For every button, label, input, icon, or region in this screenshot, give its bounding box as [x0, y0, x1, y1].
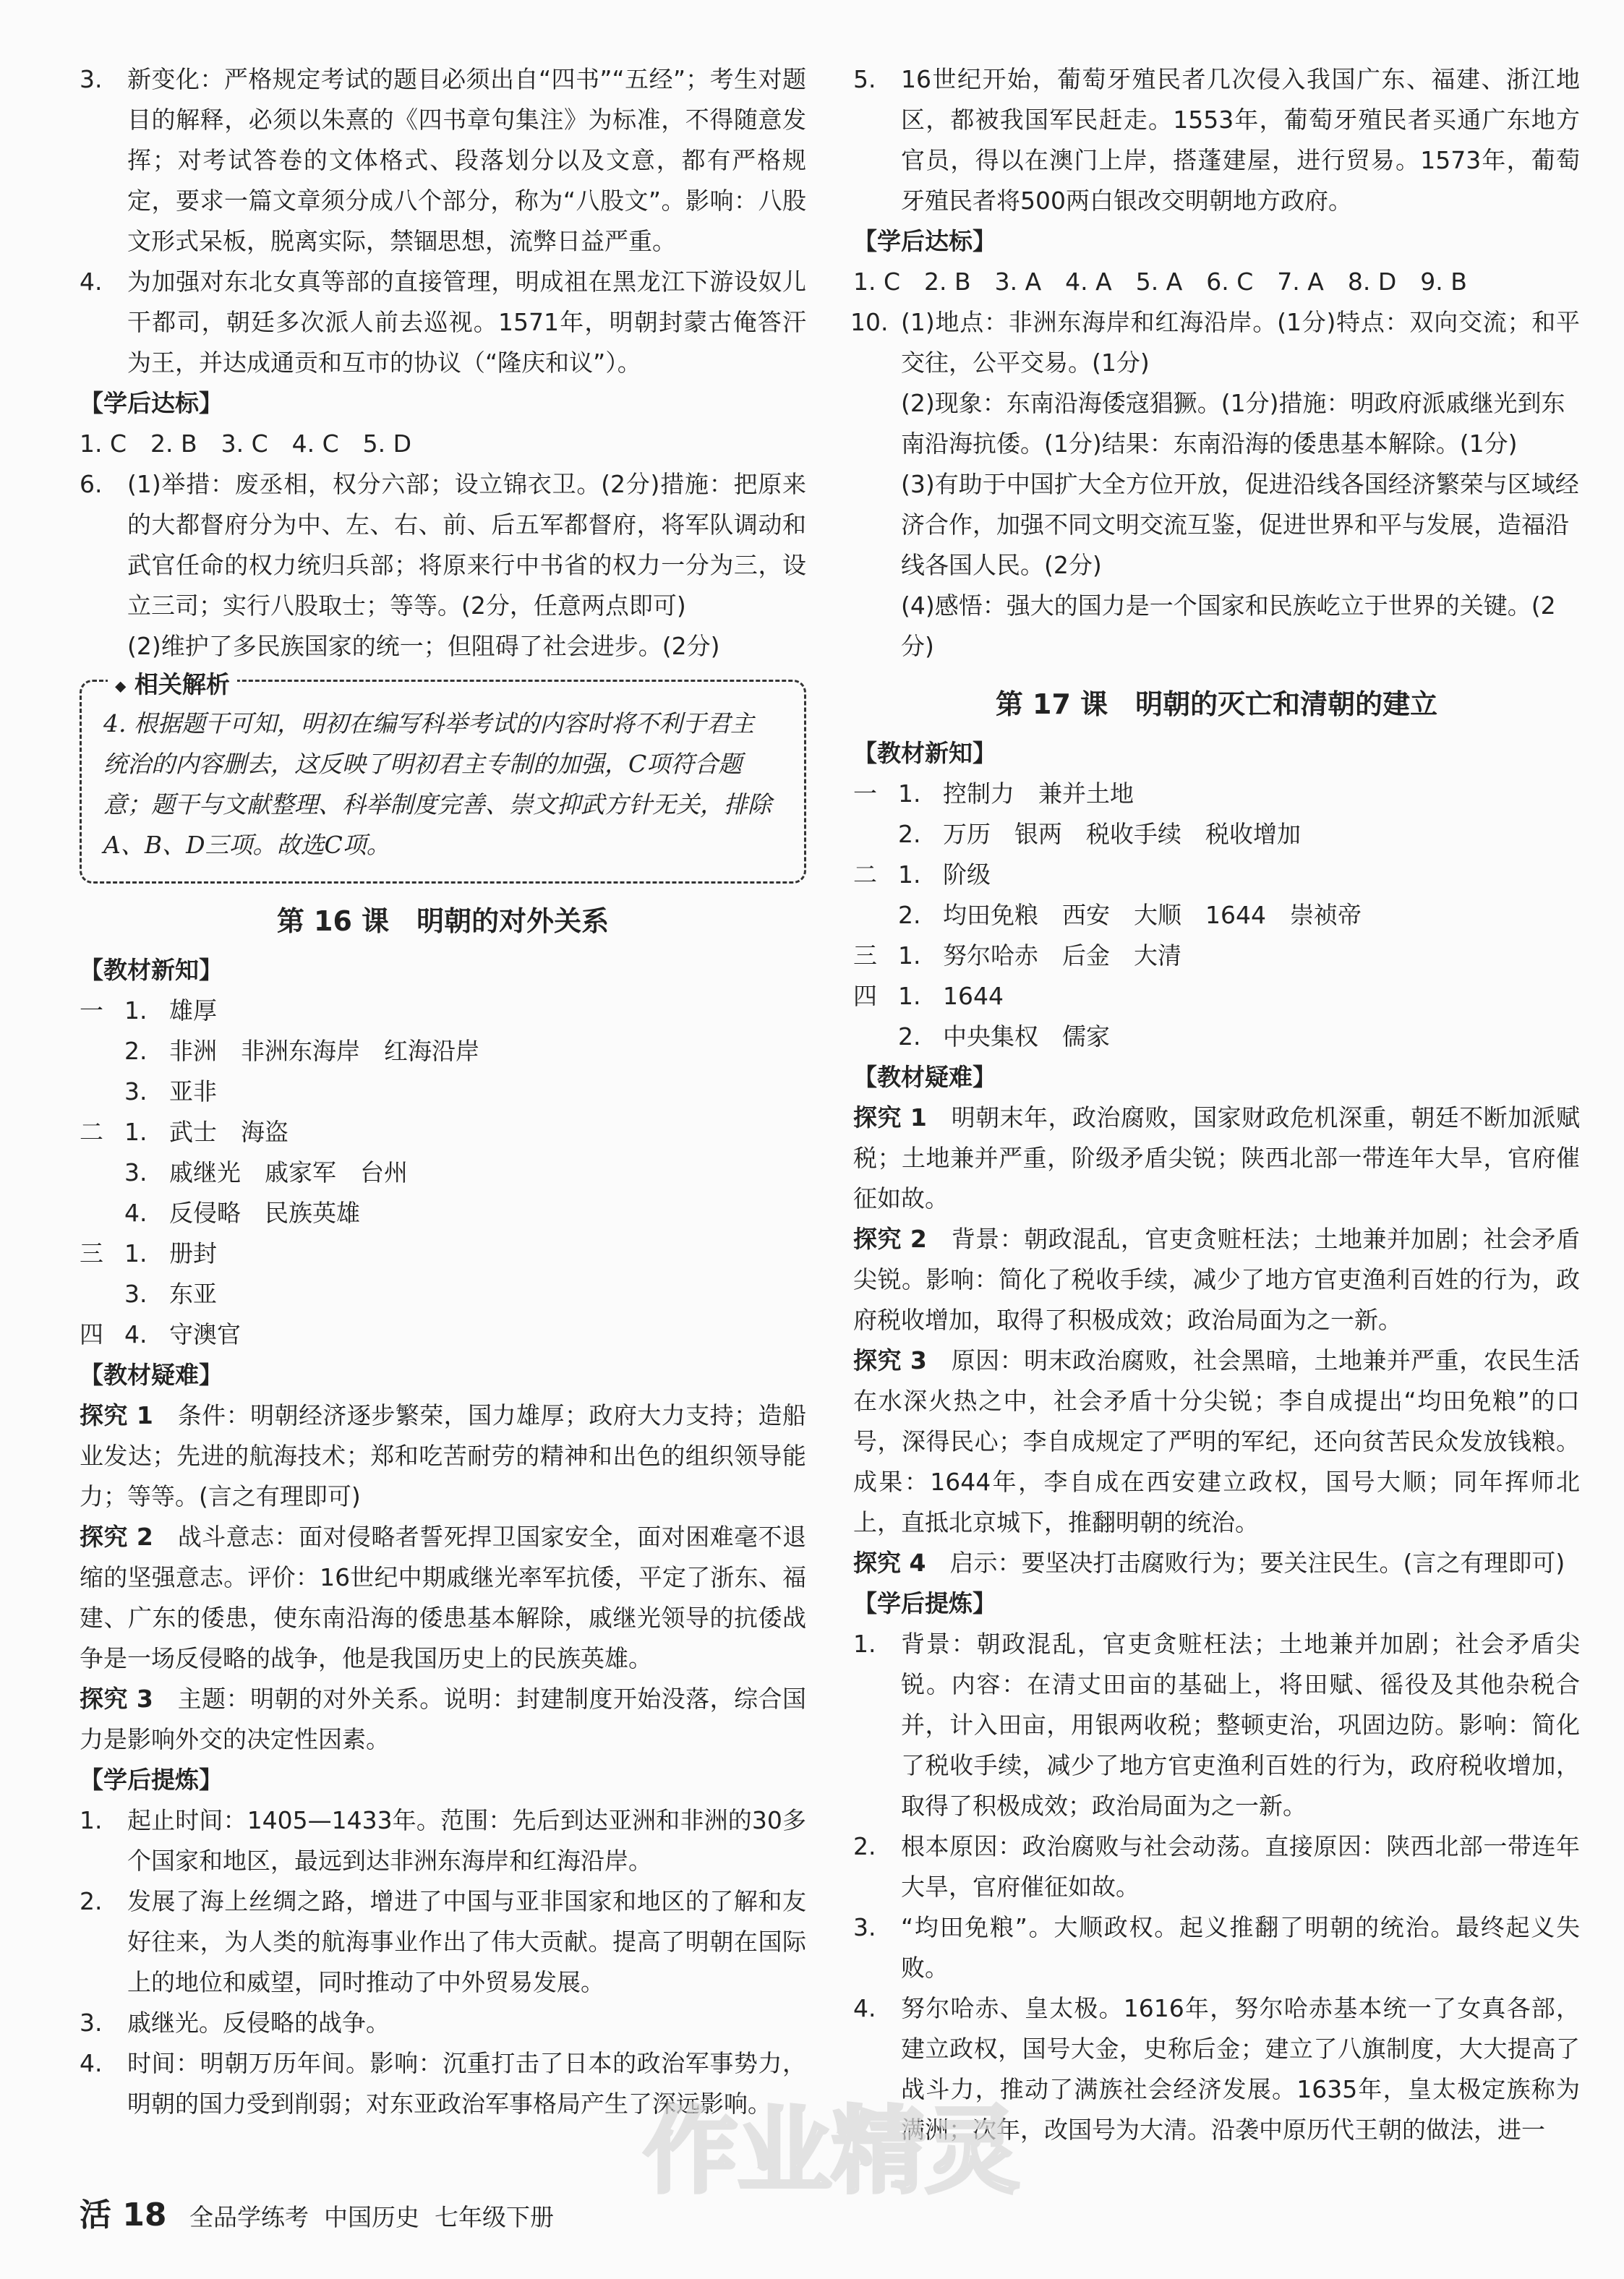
tilian-item	[80, 1881, 806, 2003]
xinzhi-sub: 3.	[124, 1280, 148, 1308]
xinzhi-sub: 3.	[124, 1077, 148, 1106]
tanjiu-text: 条件：明朝经济逐步繁荣，国力雄厚；政府大力支持；造船业发达；先进的航海技术；郑和吃苦耐劳的精神和出色的组织领导能力；等等。(言之有理即可)	[80, 1401, 807, 1510]
tilian-number: 3.	[853, 1913, 876, 1941]
xinzhi-list	[80, 991, 806, 1355]
item-10-part-2: (2)现象：东南沿海倭寇猖獗。(1分)措施：明政府派戚继光到东南沿海抗倭。(1分)结果：东南沿海的倭患基本解除。(1分)	[901, 389, 1565, 458]
watermark-logo	[636, 2039, 1041, 2227]
diamond-icon: ◆	[115, 677, 127, 695]
xinzhi-row	[853, 814, 1580, 855]
tilian-item	[853, 1826, 1580, 1907]
item-10-part-4: (4)感悟：强大的国力是一个国家和民族屹立于世界的关键。(2分)	[901, 591, 1556, 660]
xinzhi-key: 三	[853, 941, 877, 970]
xinzhi-value: 控制力 兼并土地	[943, 779, 1134, 808]
xinzhi-row	[80, 1274, 806, 1314]
xinzhi-value: 中央集权 儒家	[943, 1022, 1110, 1051]
item-4: 4. 为加强对东北女真等部的直接管理，明成祖在黑龙江下游设奴儿干都司，朝廷多次派人前去巡视。1571年，明朝封蒙古俺答汗为王，并达成通贡和互市的协议（“隆庆和议”）。	[80, 268, 806, 377]
xinzhi-sub: 1.	[898, 982, 921, 1010]
tanjiu-item	[853, 1341, 1580, 1543]
tilian-number: 2.	[853, 1832, 876, 1860]
xinzhi-value: 雄厚	[169, 996, 217, 1025]
tanjiu-text: 背景：朝政混乱，官吏贪赃枉法；土地兼并加剧；社会矛盾尖锐。影响：简化了税收手续，减少了地方官吏渔利百姓的行为，政府税收增加，取得了积极成效；政治局面为之一新。	[853, 1225, 1581, 1334]
section-heading: 【学后达标】	[853, 227, 996, 255]
xinzhi-row	[853, 1017, 1580, 1057]
xinzhi-value: 1644	[943, 982, 1004, 1010]
xinzhi-key: 二	[853, 860, 877, 889]
xinzhi-sub: 2.	[898, 820, 921, 848]
xinzhi-row	[80, 1153, 806, 1193]
tilian-text: 努尔哈赤、皇太极。1616年，努尔哈赤基本统一了女真各部，建立政权，国号大金，史称后金；建立了八旗制度，大大提高了战斗力，推动了满族社会经济发展。1635年，皇太极定族称为满洲；次年，改国号为大清。沿袭中原历代王朝的做法，进一	[901, 1994, 1580, 2144]
xinzhi-value: 戚继光 戚家军 台州	[169, 1158, 408, 1186]
section-heading: 【教材新知】	[80, 956, 223, 984]
tilian-text: “均田免粮”。大顺政权。起义推翻了明朝的统治。最终起义失败。	[901, 1913, 1580, 1982]
xinzhi-row	[80, 991, 806, 1031]
tanjiu-text: 战斗意志：面对侵略者誓死捍卫国家安全，面对困难毫不退缩的坚强意志。评价：16世纪中期戚继光率军抗倭，平定了浙东、福建、广东的倭患，使东南沿海的倭患基本解除，戚继光领导的抗倭战争是一场反侵略的战争，他是我国历史上的民族英雄。	[80, 1523, 807, 1672]
xinzhi-row	[80, 1193, 806, 1233]
analysis-text: 4. 根据题干可知，明初在编写科举考试的内容时将不利于君主统治的内容删去，这反映了明初君主专制的加强，C项符合题意；题干与文献整理、科举制度完善、崇文抑武方针无关，排除A、B、D三项。故选C项。	[103, 709, 772, 859]
tanjiu-label: 探究 4	[853, 1549, 926, 1577]
tanjiu-text: 主题：明朝的对外关系。说明：封建制度开始没落，综合国力是影响外交的决定性因素。	[80, 1685, 807, 1753]
xinzhi-value: 守澳官	[169, 1320, 241, 1348]
xinzhi-value: 武士 海盗	[169, 1118, 289, 1146]
tilian-number: 3.	[80, 2009, 103, 2037]
section-heading: 【学后达标】	[80, 389, 223, 417]
xinzhi-sub: 2.	[898, 901, 921, 929]
grade-name: 七年级下册	[435, 2203, 555, 2231]
page-footer	[80, 2195, 554, 2238]
tanjiu-list	[853, 1098, 1580, 1583]
section-heading: 【学后提炼】	[80, 1766, 223, 1794]
tilian-number: 4.	[853, 1994, 876, 2022]
xinzhi-sub: 2.	[124, 1037, 148, 1065]
tanjiu-item	[853, 1543, 1580, 1583]
xinzhi-sub: 1.	[124, 1118, 148, 1146]
xinzhi-key: 三	[80, 1239, 103, 1267]
xinzhi-sub: 1.	[124, 1239, 148, 1267]
xinzhi-row	[80, 1112, 806, 1153]
series-name: 全品学练考	[189, 2203, 309, 2231]
xinzhi-value: 册封	[169, 1239, 217, 1267]
xinzhi-key: 一	[853, 779, 877, 808]
xinzhi-value: 非洲 非洲东海岸 红海沿岸	[169, 1037, 479, 1065]
section-heading: 【学后提炼】	[853, 1589, 996, 1617]
xinzhi-value: 均田免粮 西安 大顺 1644 崇祯帝	[943, 901, 1362, 929]
tanjiu-text: 明朝末年，政治腐败，国家财政危机深重，朝廷不断加派赋税；土地兼并严重，阶级矛盾尖锐；陕西北部一带连年大旱，官府催征如故。	[853, 1103, 1581, 1213]
xinzhi-sub: 1.	[898, 860, 921, 889]
tilian-number: 1.	[853, 1630, 876, 1658]
xinzhi-value: 万历 银两 税收手续 税收增加	[943, 820, 1301, 848]
left-column	[80, 59, 806, 2124]
analysis-title: ◆ 相关解析	[108, 664, 237, 706]
tilian-number: 1.	[80, 1806, 103, 1834]
xinzhi-row	[853, 976, 1580, 1017]
xinzhi-row	[80, 1233, 806, 1274]
item-6-part-2: (2)维护了多民族国家的统一；但阻碍了社会进步。(2分)	[127, 632, 720, 660]
tilian-item	[80, 2003, 806, 2043]
tanjiu-label: 探究 1	[853, 1103, 927, 1132]
tanjiu-label: 探究 3	[853, 1346, 927, 1374]
xinzhi-row	[853, 936, 1580, 976]
xinzhi-key: 四	[80, 1320, 103, 1348]
tilian-text: 发展了海上丝绸之路，增进了中国与亚非国家和地区的了解和友好往来，为人类的航海事业作出了伟大贡献。提高了明朝在国际上的地位和威望，同时推动了中外贸易发展。	[127, 1887, 806, 1996]
xinzhi-value: 亚非	[169, 1077, 217, 1106]
tilian-text: 起止时间：1405—1433年。范围：先后到达亚洲和非洲的30多个国家和地区，最远到达非洲东海岸和红海沿岸。	[127, 1806, 806, 1875]
tanjiu-item	[80, 1517, 806, 1679]
answer-line: 1. C 2. B 3. A 4. A 5. A 6. C 7. A 8. D 9. B	[853, 268, 1467, 296]
lesson-title: 第 16 课 明朝的对外关系	[276, 905, 610, 937]
xinzhi-row	[80, 1072, 806, 1112]
xinzhi-row	[853, 855, 1580, 895]
tanjiu-label: 探究 2	[80, 1523, 153, 1551]
item-3: 3. 新变化：严格规定考试的题目必须出自“四书”“五经”；考生对题目的解释，必须以朱熹的《四书章句集注》为标准，不得随意发挥；对考试答卷的文体格式、段落划分以及文意，都有严格规定，要求一篇文章须分成八个部分，称为“八股文”。影响：八股文形式呆板，脱离实际，禁锢思想，流弊日益严重。	[80, 65, 806, 255]
xinzhi-row	[853, 774, 1580, 814]
tilian-number: 2.	[80, 1887, 103, 1915]
item-10: 10. (1)地点：非洲东海岸和红海沿岸。(1分)特点：双向交流；和平交往，公平交易。(1分)	[850, 308, 1580, 377]
xinzhi-key: 一	[80, 996, 103, 1025]
xinzhi-value: 反侵略 民族英雄	[169, 1199, 360, 1227]
xinzhi-key: 二	[80, 1118, 103, 1146]
xinzhi-list	[853, 774, 1580, 1057]
tilian-item	[80, 1800, 806, 1881]
xinzhi-key: 四	[853, 982, 877, 1010]
tilian-text: 戚继光。反侵略的战争。	[127, 2009, 390, 2037]
tanjiu-item	[853, 1098, 1580, 1219]
tanjiu-item	[853, 1219, 1580, 1341]
item-6: 6. (1)举措：废丞相，权分六部；设立锦衣卫。(2分)措施：把原来的大都督府分为中、左、右、前、后五军都督府，将军队调动和武官任命的权力统归兵部；将原来行中书省的权力一分为三，设立三司；实行八股取士；等等。(2分，任意两点即可)	[80, 470, 806, 620]
xinzhi-sub: 1.	[898, 779, 921, 808]
tilian-text: 背景：朝政混乱，官吏贪赃枉法；土地兼并加剧；社会矛盾尖锐。内容：在清丈田亩的基础上，将田赋、徭役及其他杂税合并，计入田亩，用银两收税；整顿吏治，巩固边防。影响：简化了税收手续，减少了地方官吏渔利百姓的行为，政府税收增加，取得了积极成效；政治局面为之一新。	[901, 1630, 1580, 1820]
answer-line: 1. C 2. B 3. C 4. C 5. D	[80, 429, 412, 458]
tilian-item	[853, 1624, 1580, 1826]
section-heading: 【教材新知】	[853, 739, 996, 767]
tilian-text: 根本原因：政治腐败与社会动荡。直接原因：陕西北部一带连年大旱，官府催征如故。	[901, 1832, 1580, 1901]
xinzhi-sub: 1.	[898, 941, 921, 970]
tanjiu-item	[80, 1395, 806, 1517]
tanjiu-text: 启示：要坚决打击腐败行为；要关注民生。(言之有理即可)	[949, 1549, 1565, 1577]
xinzhi-value: 阶级	[943, 860, 991, 889]
tanjiu-text: 原因：明末政治腐败，社会黑暗，土地兼并严重，农民生活在水深火热之中，社会矛盾十分尖锐；李自成提出“均田免粮”的口号，深得民心；李自成规定了严明的军纪，还向贫苦民众发放钱粮。成果：1644年，李自成在西安建立政权，国号大顺；同年挥师北上，直抵北京城下，推翻明朝的统治。	[853, 1346, 1581, 1536]
svg-text:作业精灵: 作业精灵	[644, 2096, 1020, 2206]
xinzhi-sub: 2.	[898, 1022, 921, 1051]
xinzhi-row	[80, 1031, 806, 1072]
xinzhi-value: 努尔哈赤 后金 大清	[943, 941, 1181, 970]
item-10-part-3: (3)有助于中国扩大全方位开放，促进沿线各国经济繁荣与区域经济合作，加强不同文明交流互鉴，促进世界和平与发展，造福沿线各国人民。(2分)	[901, 470, 1579, 579]
section-heading: 【教材疑难】	[80, 1361, 223, 1389]
xinzhi-row	[80, 1314, 806, 1355]
lesson-title: 第 17 课 明朝的灭亡和清朝的建立	[995, 688, 1438, 720]
xinzhi-sub: 4.	[124, 1199, 148, 1227]
tilian-number: 4.	[80, 2049, 103, 2077]
xinzhi-row	[853, 895, 1580, 936]
tanjiu-label: 探究 1	[80, 1401, 153, 1429]
tanjiu-label: 探究 3	[80, 1685, 153, 1713]
tilian-text: 时间：明朝万历年间。影响：沉重打击了日本的政治军事势力，明朝的国力受到削弱；对东亚政治军事格局产生了深远影响。	[127, 2049, 806, 2118]
right-column	[850, 59, 1581, 2150]
section-heading: 【教材疑难】	[853, 1063, 996, 1091]
subject-name: 中国历史	[324, 2203, 420, 2231]
tilian-item	[853, 1907, 1580, 1988]
item-5: 5. 16世纪开始，葡萄牙殖民者几次侵入我国广东、福建、浙江地区，都被我国军民赶走。1553年，葡萄牙殖民者买通广东地方官员，得以在澳门上岸，搭蓬建屋，进行贸易。1573年，葡萄牙殖民者将500两白银改交明朝地方政府。	[853, 65, 1580, 215]
tanjiu-item	[80, 1679, 806, 1760]
tanjiu-list	[80, 1395, 806, 1760]
xinzhi-value: 东亚	[169, 1280, 217, 1308]
xinzhi-sub: 3.	[124, 1158, 148, 1186]
xinzhi-sub: 1.	[124, 996, 148, 1025]
page-number: 活 18	[80, 2197, 167, 2233]
xinzhi-sub: 4.	[124, 1320, 148, 1348]
analysis-box	[80, 670, 806, 884]
tanjiu-label: 探究 2	[853, 1225, 927, 1253]
